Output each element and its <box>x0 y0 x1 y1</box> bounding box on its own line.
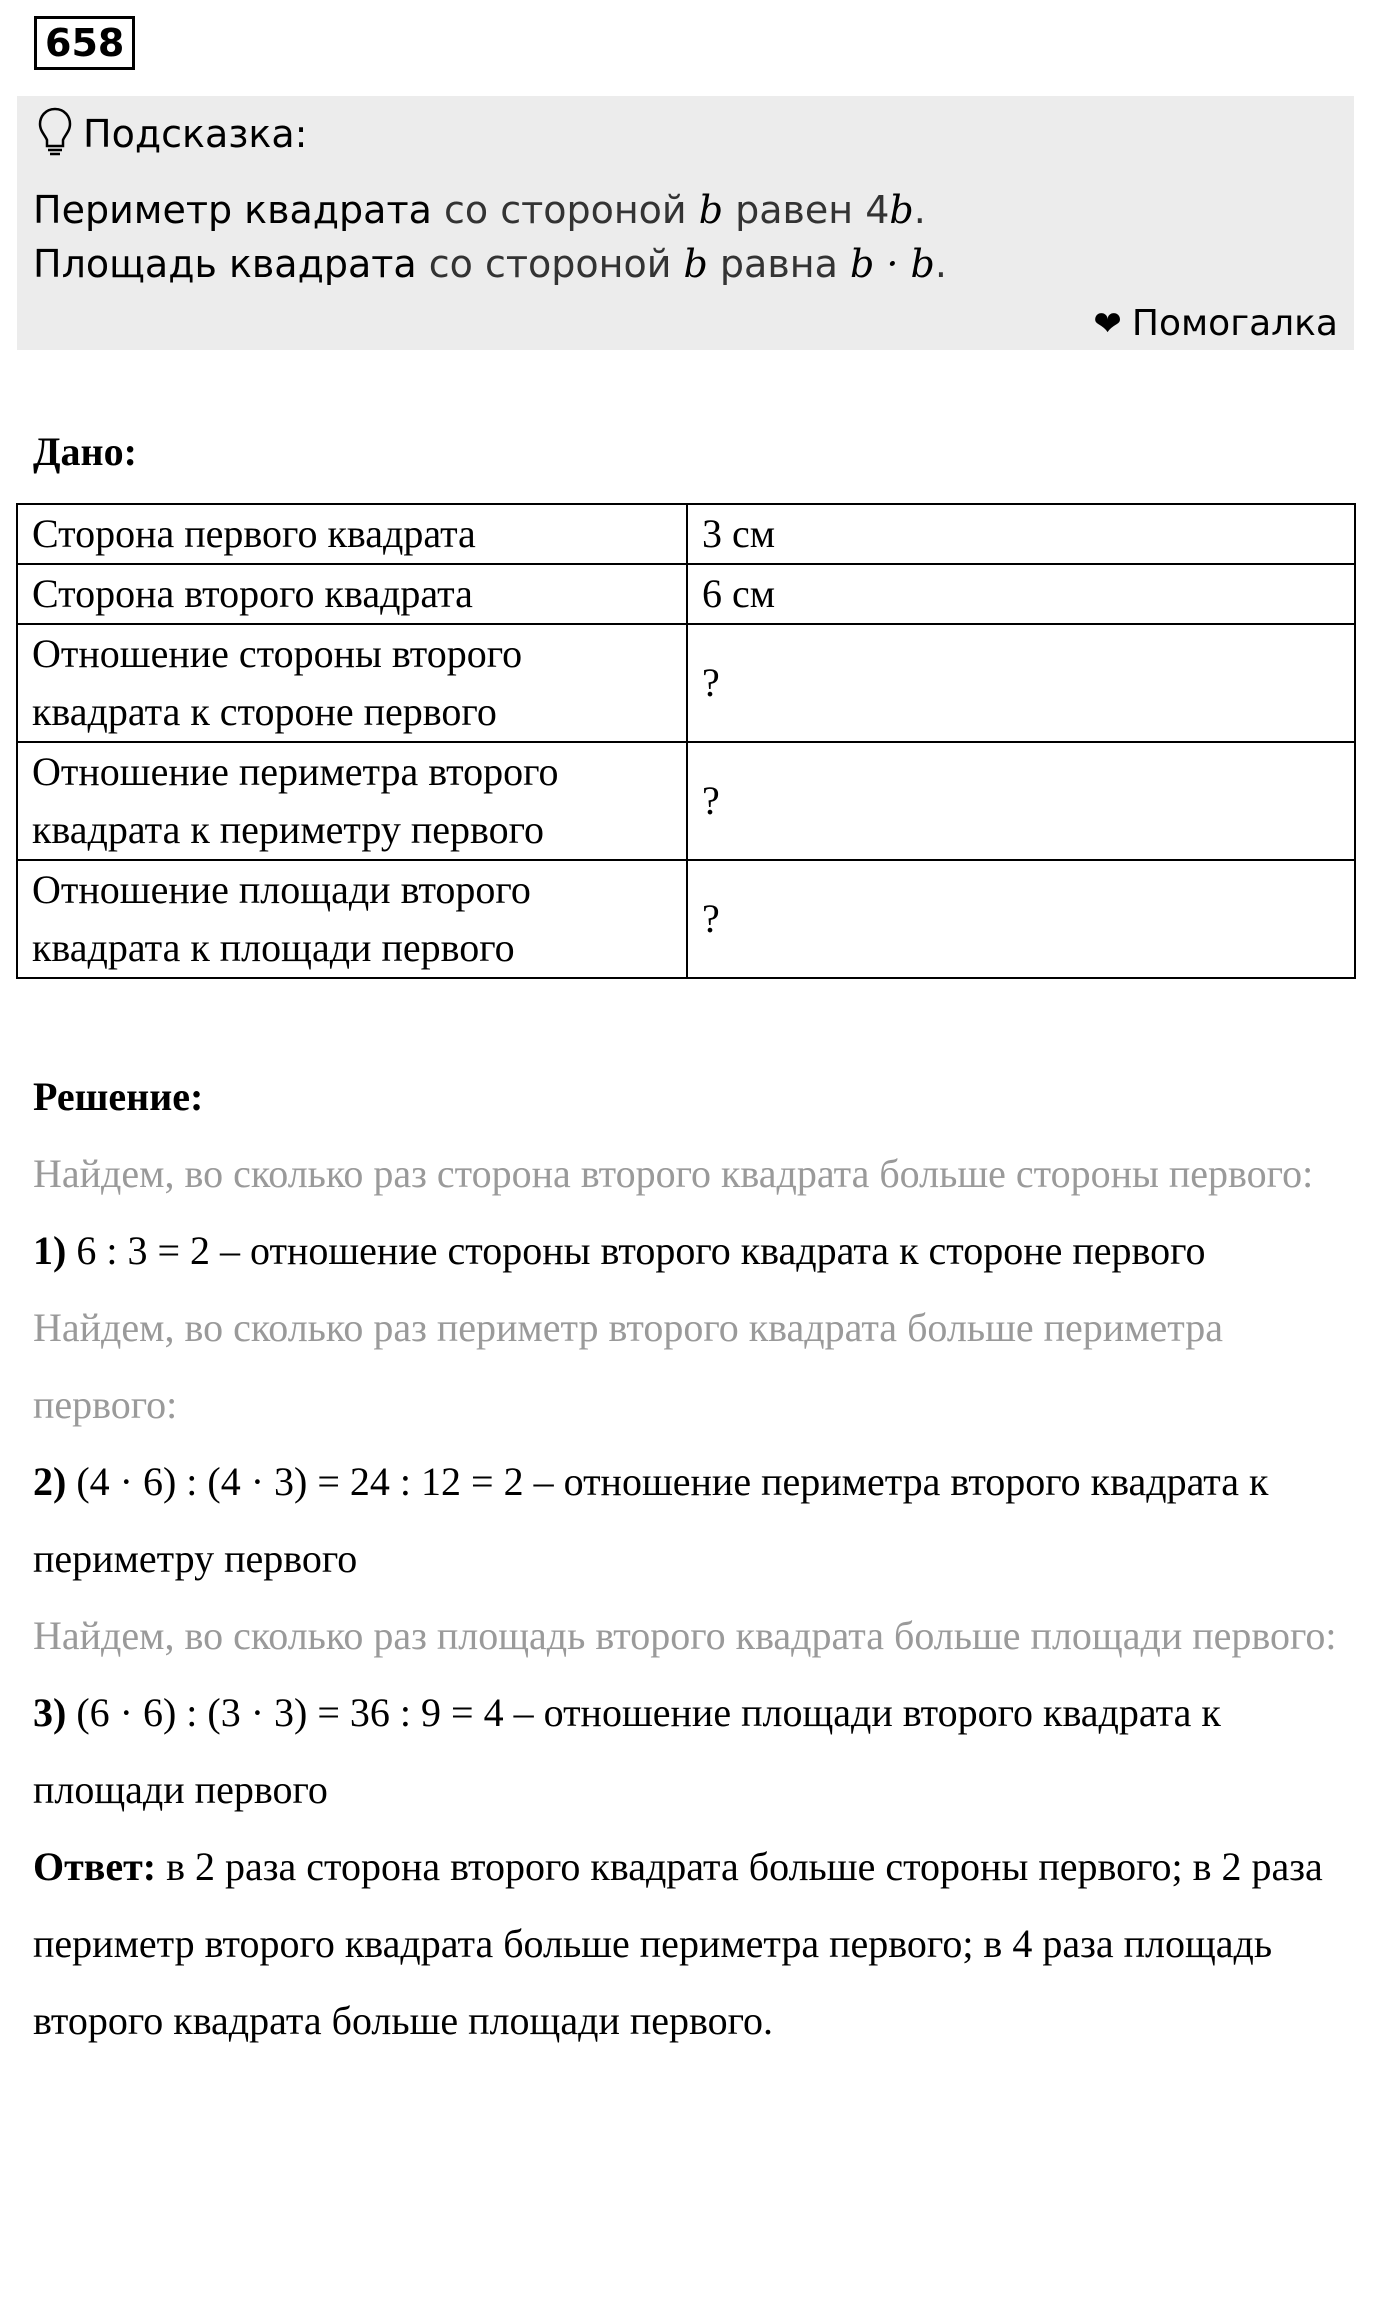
solution-intro-1: Найдем, во сколько раз сторона второго квадрата больше стороны первого: <box>33 1151 1314 1196</box>
hint-title: Подсказка: <box>83 112 308 156</box>
given-value: 6 см <box>687 564 1355 624</box>
given-label: Отношение периметра второго квадрата к периметру первого <box>17 742 687 860</box>
given-value: ? <box>687 624 1355 742</box>
table-row <box>17 742 1355 860</box>
given-table <box>16 503 1356 979</box>
given-value: ? <box>687 742 1355 860</box>
given-value: ? <box>687 860 1355 978</box>
hint-header <box>37 106 307 162</box>
solution-intro-3: Найдем, во сколько раз площадь второго квадрата больше площади первого: <box>33 1613 1337 1658</box>
lightbulb-icon <box>37 106 73 162</box>
given-title: Дано: <box>33 429 137 474</box>
task-number: 658 <box>34 16 135 70</box>
given-label: Сторона второго квадрата <box>17 564 687 624</box>
given-label: Отношение площади второго квадрата к площади первого <box>17 860 687 978</box>
table-row <box>17 860 1355 978</box>
solution <box>33 1058 1353 2059</box>
solution-intro-2: Найдем, во сколько раз периметр второго квадрата больше периметра первого: <box>33 1305 1223 1427</box>
hint-line-perimeter: Периметр квадрата со стороной b равен 4b. <box>33 188 926 232</box>
table-row <box>17 564 1355 624</box>
given-label: Отношение стороны второго квадрата к стороне первого <box>17 624 687 742</box>
solution-step-3: 3) (6 · 6) : (3 · 3) = 36 : 9 = 4 – отношение площади второго квадрата к площади первого <box>33 1690 1221 1812</box>
hint-line-area: Площадь квадрата со стороной b равна b · b. <box>33 242 947 286</box>
solution-step-1: 1) 6 : 3 = 2 – отношение стороны второго квадрата к стороне первого <box>33 1228 1206 1273</box>
hint-footer-label: Помогалка <box>1131 303 1338 344</box>
given-label: Сторона первого квадрата <box>17 504 687 564</box>
table-row <box>17 624 1355 742</box>
hint-box <box>17 96 1354 350</box>
answer: Ответ: в 2 раза сторона второго квадрата больше стороны первого; в 2 раза периметр второго квадрата больше периметра первого; в 4 раза площадь второго квадрата больше площади первого. <box>33 1844 1323 2043</box>
given-value: 3 см <box>687 504 1355 564</box>
solution-title: Решение: <box>33 1074 204 1119</box>
solution-step-2: 2) (4 · 6) : (4 · 3) = 24 : 12 = 2 – отношение периметра второго квадрата к периметру первого <box>33 1459 1269 1581</box>
table-row <box>17 504 1355 564</box>
hint-footer[interactable] <box>1093 303 1338 344</box>
heart-icon: ❤ <box>1093 303 1122 344</box>
